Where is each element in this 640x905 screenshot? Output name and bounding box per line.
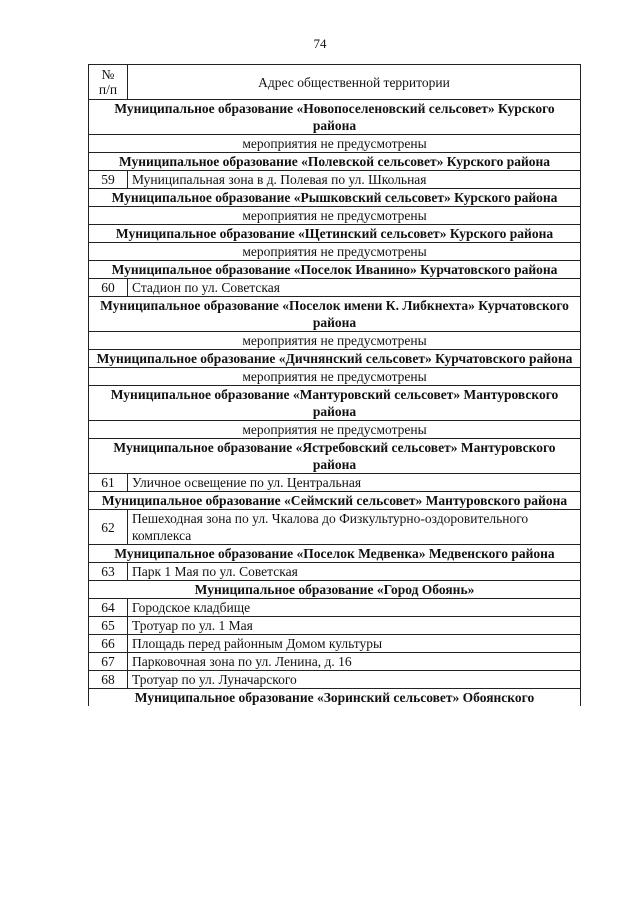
municipality-heading: Муниципальное образование «Рышковский сельсовет» Курского района <box>89 189 581 207</box>
row-number: 60 <box>89 279 128 297</box>
row-number: 67 <box>89 653 128 671</box>
municipality-group-row <box>89 492 581 510</box>
no-activities-note: мероприятия не предусмотрены <box>89 332 581 350</box>
table-row <box>89 599 581 617</box>
table-row <box>89 474 581 492</box>
table-row <box>89 653 581 671</box>
row-number: 63 <box>89 563 128 581</box>
no-activities-note: мероприятия не предусмотрены <box>89 243 581 261</box>
municipality-group-row <box>89 153 581 171</box>
table-row <box>89 279 581 297</box>
table-row <box>89 563 581 581</box>
row-number: 68 <box>89 671 128 689</box>
municipality-group-row <box>89 225 581 243</box>
municipality-group-row <box>89 189 581 207</box>
municipality-group-row <box>89 261 581 279</box>
municipality-heading: Муниципальное образование «Новопоселеновский сельсовет» Курского района <box>89 100 581 135</box>
municipality-group-row <box>89 350 581 368</box>
note-row <box>89 243 581 261</box>
column-header-number-line1: № <box>101 67 115 82</box>
municipality-group-row <box>89 100 581 135</box>
note-row <box>89 332 581 350</box>
municipality-heading: Муниципальное образование «Зоринский сельсовет» Обоянского <box>89 689 581 707</box>
row-number: 59 <box>89 171 128 189</box>
column-header-number-line2: п/п <box>98 82 118 97</box>
municipality-heading: Муниципальное образование «Дичнянский сельсовет» Курчатовского района <box>89 350 581 368</box>
municipality-heading: Муниципальное образование «Поселок Медвенка» Медвенского района <box>89 545 581 563</box>
column-header-address: Адрес общественной территории <box>128 65 581 100</box>
municipality-heading: Муниципальное образование «Ястребовский сельсовет» Мантуровского района <box>89 439 581 474</box>
table-row <box>89 171 581 189</box>
territory-address: Тротуар по ул. 1 Мая <box>128 617 581 635</box>
territory-address: Парк 1 Мая по ул. Советская <box>128 563 581 581</box>
row-number: 62 <box>89 510 128 545</box>
note-row <box>89 207 581 225</box>
no-activities-note: мероприятия не предусмотрены <box>89 135 581 153</box>
territory-address: Площадь перед районным Домом культуры <box>128 635 581 653</box>
table-row <box>89 510 581 545</box>
territory-table <box>88 64 581 706</box>
municipality-heading: Муниципальное образование «Поселок Иванино» Курчатовского района <box>89 261 581 279</box>
table-row <box>89 617 581 635</box>
territory-address: Муниципальная зона в д. Полевая по ул. Школьная <box>128 171 581 189</box>
municipality-group-row <box>89 439 581 474</box>
municipality-group-row <box>89 386 581 421</box>
no-activities-note: мероприятия не предусмотрены <box>89 368 581 386</box>
territory-address: Городское кладбище <box>128 599 581 617</box>
no-activities-note: мероприятия не предусмотрены <box>89 207 581 225</box>
row-number: 66 <box>89 635 128 653</box>
table-header-row <box>89 65 581 100</box>
no-activities-note: мероприятия не предусмотрены <box>89 421 581 439</box>
municipality-group-row <box>89 297 581 332</box>
row-number: 64 <box>89 599 128 617</box>
municipality-heading: Муниципальное образование «Щетинский сельсовет» Курского района <box>89 225 581 243</box>
municipality-heading: Муниципальное образование «Город Обоянь» <box>89 581 581 599</box>
table-body <box>89 100 581 707</box>
municipality-group-row <box>89 581 581 599</box>
territory-address: Пешеходная зона по ул. Чкалова до Физкультурно-оздоровительного комплекса <box>128 510 581 545</box>
municipality-heading: Муниципальное образование «Полевской сельсовет» Курского района <box>89 153 581 171</box>
note-row <box>89 135 581 153</box>
municipality-heading: Муниципальное образование «Сеймский сельсовет» Мантуровского района <box>89 492 581 510</box>
table-row <box>89 671 581 689</box>
column-header-number <box>89 65 128 100</box>
municipality-heading: Муниципальное образование «Мантуровский сельсовет» Мантуровского района <box>89 386 581 421</box>
row-number: 65 <box>89 617 128 635</box>
municipality-group-row <box>89 689 581 707</box>
municipality-group-row <box>89 545 581 563</box>
territory-address: Парковочная зона по ул. Ленина, д. 16 <box>128 653 581 671</box>
territory-address: Тротуар по ул. Луначарского <box>128 671 581 689</box>
territory-address: Уличное освещение по ул. Центральная <box>128 474 581 492</box>
municipality-heading: Муниципальное образование «Поселок имени К. Либкнехта» Курчатовского района <box>89 297 581 332</box>
note-row <box>89 368 581 386</box>
table-row <box>89 635 581 653</box>
row-number: 61 <box>89 474 128 492</box>
page-number: 74 <box>313 36 327 51</box>
territory-address: Стадион по ул. Советская <box>128 279 581 297</box>
note-row <box>89 421 581 439</box>
